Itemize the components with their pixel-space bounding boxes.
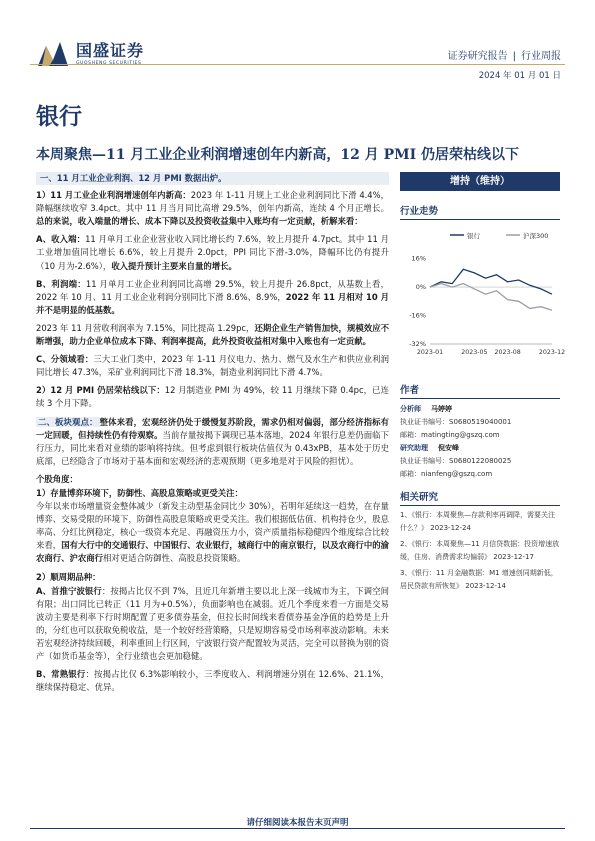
sidebar bbox=[400, 172, 566, 593]
x-tick-label: 2023-01 bbox=[416, 349, 444, 356]
paragraph-pmi: 2）12 月 PMI 仍居荣枯线以下：12 月制造业 PMI 为 49%，较 11 月继续下降 0.4pc，已连续 3 个月下降。 bbox=[36, 385, 389, 409]
related-title: 相关研究 bbox=[400, 489, 560, 506]
footer-divider bbox=[30, 828, 565, 829]
x-tick-label: 2023-08 bbox=[494, 349, 521, 356]
main-body bbox=[36, 172, 389, 699]
related-item[interactable]: 3、《银行：11 月金融数据：M1 增速创同期新低，居民贷款有所恢复》 2023-12-14 bbox=[400, 569, 558, 590]
trend-chart-svg bbox=[400, 226, 566, 366]
report-headline: 本周聚焦—11 月工业企业利润增速创年内新高，12 月 PMI 仍居荣枯线以下 bbox=[36, 147, 520, 163]
paragraph-profit-side: B、利润端：11 月单月工业企业利润同比高增 29.5%，较上月提升 26.8pct，从基数上看，2022 年 10 月、11 月工业企业利润分别同比下滑 8.6%、8.9%，2022 年 11 月相对 10 月并不是明显的低基数。 bbox=[36, 278, 389, 315]
assistant-cert: 执业证书编号：S0680122080025 bbox=[400, 457, 512, 465]
paragraph-revenue: A、收入端：11 月单月工业企业营业收入同比增长约 7.6%，较上月提升 4.7pct。其中 11 月工业增加值同比增长 6.6%，较上月提升 2.0pct，PPI 同比下滑-3.0%，降幅环比仍有提升（10 月为-2.6%），收入提升预计主要来自量的增长。 bbox=[36, 234, 389, 271]
cyclical-title: 2）顺周期品种： bbox=[36, 571, 101, 582]
logo-name: 国盛证券 bbox=[76, 41, 145, 60]
paragraph-margin: 2023 年 11 月营收利润率为 7.15%，同比提高 1.29pc，还期企业生产销售加快，规模效应不断增强，助力企业单位成本下降、利润率提高，此外投资收益相对集中入账也有一定贡献。 bbox=[36, 322, 389, 347]
analyst-role: 分析师 bbox=[400, 405, 421, 413]
section-title-data: 一、11 月工业企业利润、12 月 PMI 数据出炉。 bbox=[36, 172, 389, 185]
series-line-csi300 bbox=[430, 284, 552, 311]
paragraph-profit: 1）11 月工业企业利润增速创年内新高：2023 年 1-11 月规上工业企业利润同比下滑 4.4%，降幅继续收窄 3.4pct。其中 11 月当月同比高增 29.5%，创年内新高，连续 4 个月正增长。总的来说，收入端量的增长、成本下降以及投资收益集中入账均有一定贡献，析解来看： bbox=[36, 190, 389, 227]
paragraph-sectors: C、分领域看：三大工业门类中，2023 年 1-11 月仪电力、热力、燃气及水生产和供应业利润同比增长 47.3%，采矿业利润同比下滑 18.3%，制造业利润同比下滑 4.7%。 bbox=[36, 354, 389, 378]
y-tick-label: 0% bbox=[415, 283, 426, 292]
top-divider bbox=[30, 64, 565, 65]
doc-type-label: 证券研究报告 bbox=[447, 51, 508, 62]
related-item[interactable]: 1、《银行：本周聚焦—存款利率再调降，需要关注什么？》 2023-12-24 bbox=[400, 511, 555, 532]
x-tick-label: 2023-05 bbox=[461, 349, 488, 356]
paragraph-view: 二、板块观点： 整体来看，宏观经济仍处于缓慢复苏阶段，需求仍相对偏弱，部分经济指标有一定回暖，但持续性仍有待观察。当前存量按揭下调现已基本落地，2024 年银行息差仍面临下行压力，同比来看对业绩的影响将持续。但考虑到银行板块估值仅为 0.43xPB，基本处于历史底部，已经隐含了市场对于基本面和宏观经济的悲观预期（更多地是对于风险的担忧）。 bbox=[36, 416, 389, 466]
y-tick-label: -16% bbox=[409, 311, 426, 320]
x-tick-label: 2023-12 bbox=[538, 349, 566, 356]
rating-badge: 增持（维持） bbox=[400, 172, 560, 191]
analyst-name: 马婷婷 bbox=[431, 405, 452, 413]
legend-label: 银行 bbox=[467, 232, 480, 240]
angle-title: 个股角度： bbox=[36, 473, 78, 484]
paragraph-ningbo: A、首推宁波银行：按揭占比仅不到 7%，且近几年新增主要以北上深一线城市为主，下调空间有限；出口同比已转正（11 月为+0.5%），负面影响也在减弱。近几个季度来看一方面是交易波动主要是利率下行时期配置了更多债券基金，但拉长时间线来看债券基金净值的趋势是上升的，分红也可以获取免税收益，是一个较好经营策略，只是短期容易受市场利率波动影响。未来若宏观经济持续回暖，利率重回上行区间，宁波银行资产配置较为灵活，完全可以替换为别的资产（如货币基金等），全行业绩也会更加稳健。 bbox=[36, 585, 389, 662]
legend-label: 沪深300 bbox=[523, 232, 549, 240]
assistant-email[interactable]: 邮箱：nianfeng@gszq.com bbox=[400, 470, 493, 478]
footer-disclaimer: 请仔细阅读本报告末页声明 bbox=[246, 818, 349, 828]
industry-title: 银行 bbox=[36, 103, 82, 130]
trend-title: 行业走势 bbox=[400, 203, 560, 220]
trend-chart bbox=[400, 226, 566, 366]
doc-subtype-label: 行业周报 bbox=[521, 51, 561, 62]
analyst-email[interactable]: 邮箱：matingting@gszq.com bbox=[400, 431, 500, 439]
y-tick-label: 16% bbox=[411, 254, 426, 263]
assistant-name: 倪安峰 bbox=[438, 444, 459, 452]
series-line-bank bbox=[430, 269, 552, 294]
related-item[interactable]: 2、《银行：本周聚焦—11 月信贷数据：投资增速放缓，住房、消费需求均偏弱》 2023-12-17 bbox=[400, 540, 560, 561]
author-title: 作者 bbox=[400, 382, 560, 399]
analyst-cert: 执业证书编号：S0680519040001 bbox=[400, 418, 512, 426]
paragraph-dividend: 1）存量博弈环境下，防御性、高股息策略或更受关注： 今年以来市场增量资金整体减少（新发主动型基金同比少 30%），若明年延续这一趋势，在存量博弈、交易受限的环境下，防御性高股息策略或更受关注。我们根据低估值、机构持仓少，股息率高、分红比例稳定，核心一级资本充足、再融资压力小，资产质量指标稳健四个维度综合比较来看，国有大行中的交通银行、中国银行、农业银行，城商行中的南京银行，以及农商行中的渝农商行、沪农商行相对更适合防御性、高股息投资策略。 bbox=[36, 487, 389, 564]
author-block bbox=[400, 403, 560, 481]
report-date: 2024 年 01 月 01 日 bbox=[478, 71, 561, 81]
document-type: 证券研究报告 | 行业周报 bbox=[447, 51, 561, 62]
y-tick-label: -32% bbox=[409, 340, 426, 348]
assistant-role: 研究助理 bbox=[400, 444, 428, 452]
paragraph-changshu: B、常熟银行：按揭占比仅 6.3%影响较小，三季度收入、利润增速分别在 12.6%、21.1%，继续保持稳定、优异。 bbox=[36, 669, 390, 693]
related-list bbox=[400, 509, 560, 593]
